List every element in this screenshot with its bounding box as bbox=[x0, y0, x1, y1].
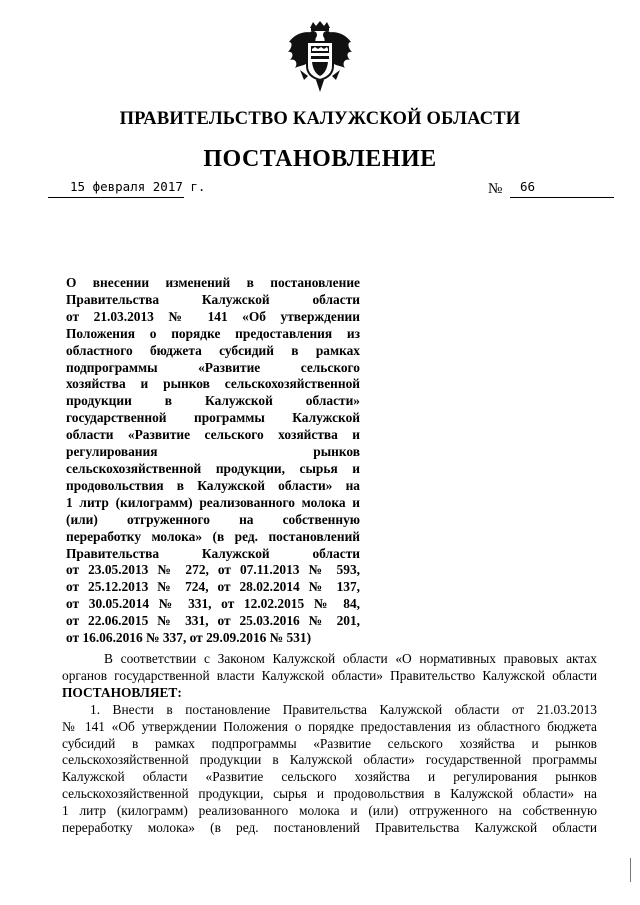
body-line: 1. Внести в постановление Правительства Калужской области от 21.03.2013 bbox=[90, 701, 597, 717]
government-name: ПРАВИТЕЛЬСТВО КАЛУЖСКОЙ ОБЛАСТИ bbox=[119, 109, 521, 129]
document-number-field bbox=[510, 176, 614, 198]
body-line: переработку молока» (в ред. постановлений Правительства Калужской области bbox=[62, 820, 597, 836]
subject-line: хозяйства и рынков сельскохозяйственной bbox=[66, 376, 360, 392]
scan-edge-mark bbox=[630, 858, 631, 882]
document-date-field bbox=[48, 176, 206, 198]
number-label: № bbox=[488, 181, 503, 197]
subject-line: от 22.06.2015 № 331, от 25.03.2016 № 201, bbox=[66, 613, 360, 629]
subject-line: О внесении изменений в постановление bbox=[66, 275, 360, 290]
body-line: № 141 «Об утверждении Положения о порядке предоставления из областного бюджета bbox=[62, 718, 597, 734]
subject-line: от 16.06.2016 № 337, от 29.09.2016 № 531) bbox=[66, 630, 312, 646]
body-line: сельскохозяйственной продукции в Калужской области» государственной программы bbox=[62, 752, 597, 768]
subject-line: от 25.12.2013 № 724, от 28.02.2014 № 137, bbox=[66, 579, 360, 595]
subject-line: от 30.05.2014 № 331, от 12.02.2015 № 84, bbox=[66, 596, 360, 612]
subject-line: Положения о порядке предоставления из bbox=[66, 325, 360, 341]
body-line: сельскохозяйственной продукции, сырья и продовольствия в Калужской области» на bbox=[62, 786, 597, 802]
subject-line: подпрограммы «Развитие сельского bbox=[66, 359, 360, 375]
body-line: субсидий в рамках подпрограммы «Развитие сельского хозяйства и рынков bbox=[62, 735, 597, 751]
subject-line: регулирования рынков bbox=[66, 444, 360, 460]
document-number: 66 bbox=[520, 179, 536, 194]
subject-line: продовольствия в Калужской области» на bbox=[66, 477, 360, 493]
subject-line: областного бюджета субсидий в рамках bbox=[66, 342, 360, 358]
body-line: В соответствии с Законом Калужской области «О нормативных правовых актах bbox=[104, 651, 597, 666]
subject-line: продукции в Калужской области» bbox=[66, 393, 360, 409]
body-line: 1 литр (килограмм) реализованного молока и (или) отгруженного на собственную bbox=[62, 803, 597, 819]
body-line: Калужской области «Развитие сельского хозяйства и регулирования рынков bbox=[62, 769, 597, 785]
subject-line: 1 литр (килограмм) реализованного молока и bbox=[66, 494, 360, 510]
subject-line: государственной программы Калужской bbox=[66, 410, 360, 426]
document-body bbox=[62, 651, 597, 837]
decree-keyword: ПОСТАНОВЛЯЕТ: bbox=[62, 684, 182, 700]
subject-line: от 23.05.2013 № 272, от 07.11.2013 № 593, bbox=[66, 562, 360, 578]
subject-line: Правительства Калужской области bbox=[66, 545, 360, 561]
subject-line: от 21.03.2013 № 141 «Об утверждении bbox=[66, 308, 360, 324]
subject-line: (или) отгруженного на собственную bbox=[66, 511, 360, 527]
document-subject bbox=[66, 275, 360, 647]
subject-line: переработку молока» (в ред. постановлений bbox=[66, 528, 360, 544]
subject-line: Правительства Калужской области bbox=[66, 291, 360, 307]
body-line: органов государственной власти Калужской области» Правительство Калужской области bbox=[62, 667, 597, 683]
coat-of-arms-icon bbox=[286, 20, 354, 100]
subject-line: сельскохозяйственной продукции, сырья и bbox=[66, 460, 360, 476]
subject-line: области «Развитие сельского хозяйства и bbox=[66, 427, 360, 443]
document-type: ПОСТАНОВЛЕНИЕ bbox=[203, 146, 437, 172]
document-date: 15 февраля 2017 г. bbox=[70, 179, 206, 194]
